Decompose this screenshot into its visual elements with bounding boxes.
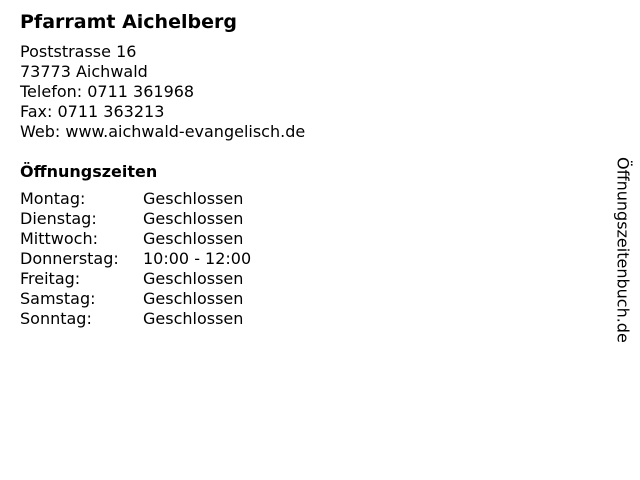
hours-row-tuesday	[20, 209, 580, 229]
day-label: Freitag:	[20, 269, 81, 288]
day-label: Sonntag:	[20, 309, 92, 328]
time-value: Geschlossen	[143, 289, 244, 308]
time-value: Geschlossen	[143, 229, 244, 248]
city-line: 73773 Aichwald	[20, 62, 148, 81]
street-line: Poststrasse 16	[20, 42, 137, 61]
info-card	[20, 9, 580, 329]
day-label: Donnerstag:	[20, 249, 119, 268]
hours-row-wednesday	[20, 229, 580, 249]
site-watermark	[605, 136, 640, 364]
hours-row-thursday	[20, 249, 580, 269]
time-value: Geschlossen	[143, 189, 244, 208]
hours-row-monday	[20, 189, 580, 209]
web-line: Web: www.aichwald-evangelisch.de	[20, 122, 306, 141]
hours-row-friday	[20, 269, 580, 289]
day-label: Samstag:	[20, 289, 96, 308]
day-label: Dienstag:	[20, 209, 97, 228]
watermark-text: Öffnungszeitenbuch.de	[613, 157, 633, 343]
fax-line: Fax: 0711 363213	[20, 102, 165, 121]
time-value: Geschlossen	[143, 269, 244, 288]
hours-row-saturday	[20, 289, 580, 309]
hours-row-sunday	[20, 309, 580, 329]
address-block	[20, 42, 580, 142]
day-label: Montag:	[20, 189, 86, 208]
day-label: Mittwoch:	[20, 229, 98, 248]
hours-list	[20, 189, 580, 329]
time-value: Geschlossen	[143, 209, 244, 228]
time-value: 10:00 - 12:00	[143, 249, 252, 268]
phone-line: Telefon: 0711 361968	[20, 82, 195, 101]
place-name: Pfarramt Aichelberg	[20, 11, 237, 33]
time-value: Geschlossen	[143, 309, 244, 328]
hours-heading: Öffnungszeiten	[20, 162, 158, 181]
